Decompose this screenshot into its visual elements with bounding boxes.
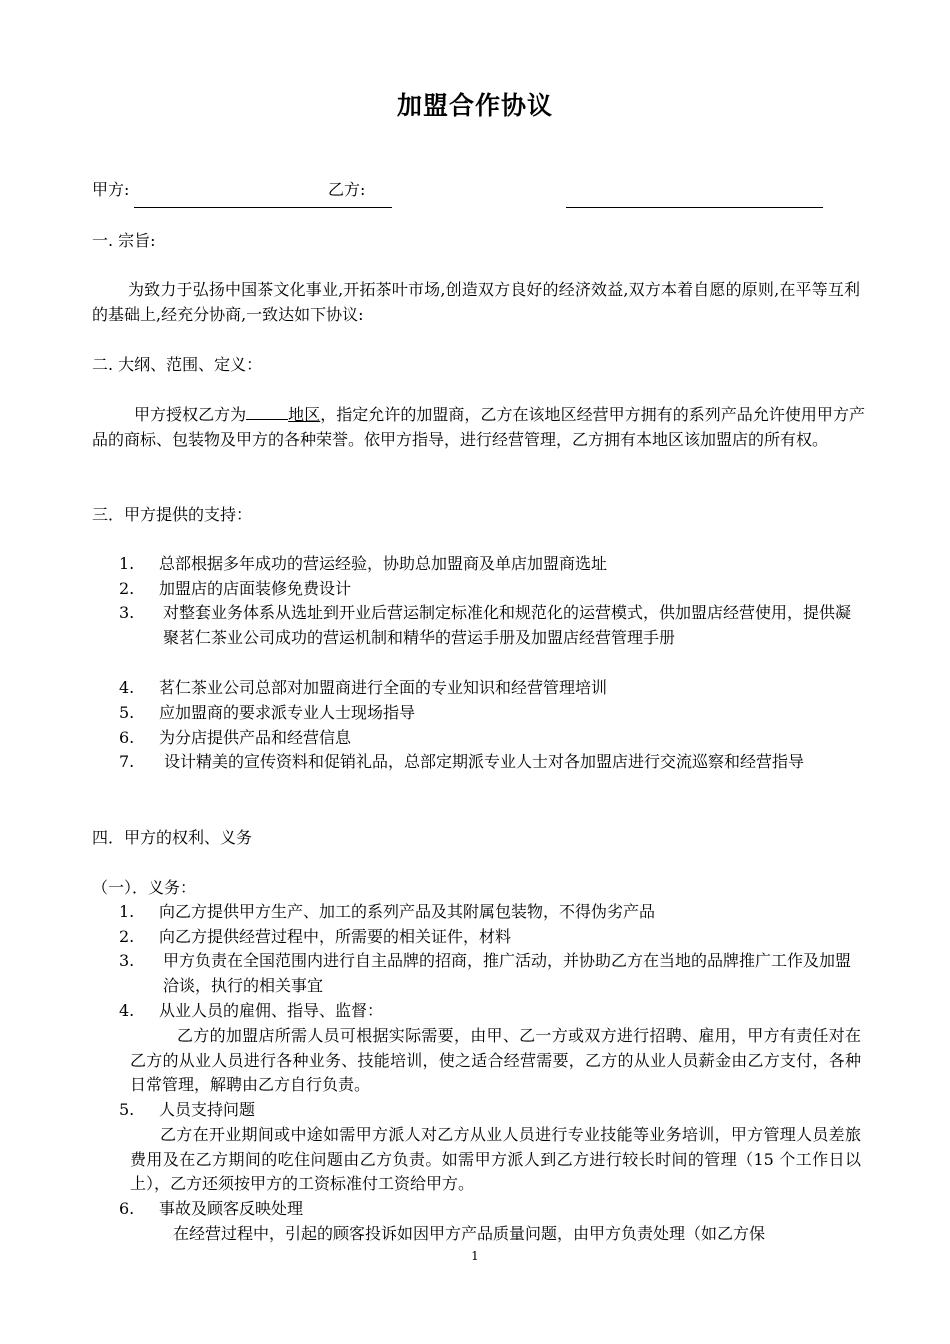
list-item-text: 向乙方提供经营过程中，所需要的相关证件，材料 <box>159 927 512 946</box>
party-b-label: 乙方: <box>328 180 366 199</box>
list-item-text: 从业人员的雇佣、指导、监督： <box>159 1001 384 1020</box>
item-6-body: 在经营过程中，引起的顾客投诉如因甲方产品质量问题，由甲方负责处理（如乙方保 <box>173 1224 766 1243</box>
list-item-text: 人员支持问题 <box>159 1100 256 1119</box>
list-item-text: 甲方负责在全国范围内进行自主品牌的招商，推广活动，并协助乙方在当地的品牌推广工作及加盟洽谈，执行的相关事宜 <box>163 951 852 995</box>
section-2-body-pre: 甲方授权乙方为 <box>134 405 247 424</box>
page-number: 1 <box>471 1249 479 1263</box>
list-item-text: 加盟店的店面装修免费设计 <box>159 579 352 598</box>
party-a-label: 甲方: <box>92 180 130 199</box>
list-item-number: 1. <box>119 554 135 573</box>
list-item-number: 2. <box>119 579 135 598</box>
section-4-subheading: （一）．义务： <box>92 878 197 897</box>
list-item <box>119 949 861 999</box>
list-item-number: 4. <box>119 1001 135 1020</box>
list-item-number: 3. <box>119 603 135 622</box>
section-2-body-post: ，指定允许的加盟商，乙方在该地区经营甲方拥有的系列产品允许使用甲方产品的商标、包装物及甲方的各种荣誉。依甲方指导，进行经营管理，乙方拥有本地区该加盟店的所有权。 <box>92 405 865 449</box>
list-item-text: 为分店提供产品和经营信息 <box>159 728 352 747</box>
list-item-text: 茗仁茶业公司总部对加盟商进行全面的专业知识和经营管理培训 <box>159 678 608 697</box>
section-2-region: 地区 <box>288 405 321 424</box>
list-item-text: 事故及顾客反映处理 <box>159 1199 304 1218</box>
party-a-blank <box>134 207 392 208</box>
section-2-heading: 二. 大纲、范围、定义： <box>92 355 263 374</box>
list-item <box>119 750 861 800</box>
section-2-body <box>92 403 865 452</box>
section-3-heading: 三．甲方提供的支持： <box>92 505 253 524</box>
item-4-body: 乙方的加盟店所需人员可根据实际需要，由甲、乙一方或双方进行招聘、雇用，甲方有责任对在乙方的从业人员进行各种业务、技能培训，使之适合经营需要，乙方的从业人员薪金由乙方支付，各种日常管理，解聘由乙方自行负责。 <box>130 1026 861 1094</box>
list-item-number: 5. <box>119 1100 135 1119</box>
section-4-heading: 四．甲方的权利、义务 <box>92 828 253 847</box>
list-item <box>119 601 861 675</box>
party-b-blank <box>566 207 823 208</box>
region-blank <box>246 405 288 420</box>
list-item-text: 总部根据多年成功的营运经验，协助总加盟商及单店加盟商选址 <box>159 554 608 573</box>
list-item-number: 6. <box>119 1199 135 1218</box>
list-item-number: 6. <box>119 728 135 747</box>
list-item-text: 应加盟商的要求派专业人士现场指导 <box>159 703 416 722</box>
list-item-number: 7. <box>119 752 135 771</box>
list-item-number: 5. <box>119 703 135 722</box>
list-item-number: 1. <box>119 902 135 921</box>
list-item-number: 3. <box>119 951 135 970</box>
section-1-heading: 一. 宗旨: <box>92 231 156 250</box>
item-5-body: 乙方在开业期间或中途如需甲方派人对乙方从业人员进行专业技能等业务培训，甲方管理人员差旅费用及在乙方期间的吃住问题由乙方负责。如需甲方派人到乙方进行较长时间的管理（15 个工作日以上），乙方还须按甲方的工资标准付工资给甲方。 <box>130 1125 861 1193</box>
document-title: 加盟合作协议 <box>396 91 553 120</box>
list-item-text: 向乙方提供甲方生产、加工的系列产品及其附属包装物，不得伪劣产品 <box>159 902 656 921</box>
list-item-text: 设计精美的宣传资料和促销礼品，总部定期派专业人士对各加盟店进行交流巡察和经营指导 <box>164 752 805 771</box>
list-item-number: 2. <box>119 927 135 946</box>
section-1-body: 为致力于弘扬中国茶文化事业,开拓茶叶市场,创造双方良好的经济效益,双方本着自愿的原则,在平等互利的基础上,经充分协商,一致达如下协议: <box>92 280 860 324</box>
list-item-number: 4. <box>119 678 135 697</box>
list-item-text: 对整套业务体系从选址到开业后营运制定标准化和规范化的运营模式，供加盟店经营使用，提供凝聚茗仁茶业公司成功的营运机制和精华的营运手册及加盟店经营管理手册 <box>163 603 852 647</box>
